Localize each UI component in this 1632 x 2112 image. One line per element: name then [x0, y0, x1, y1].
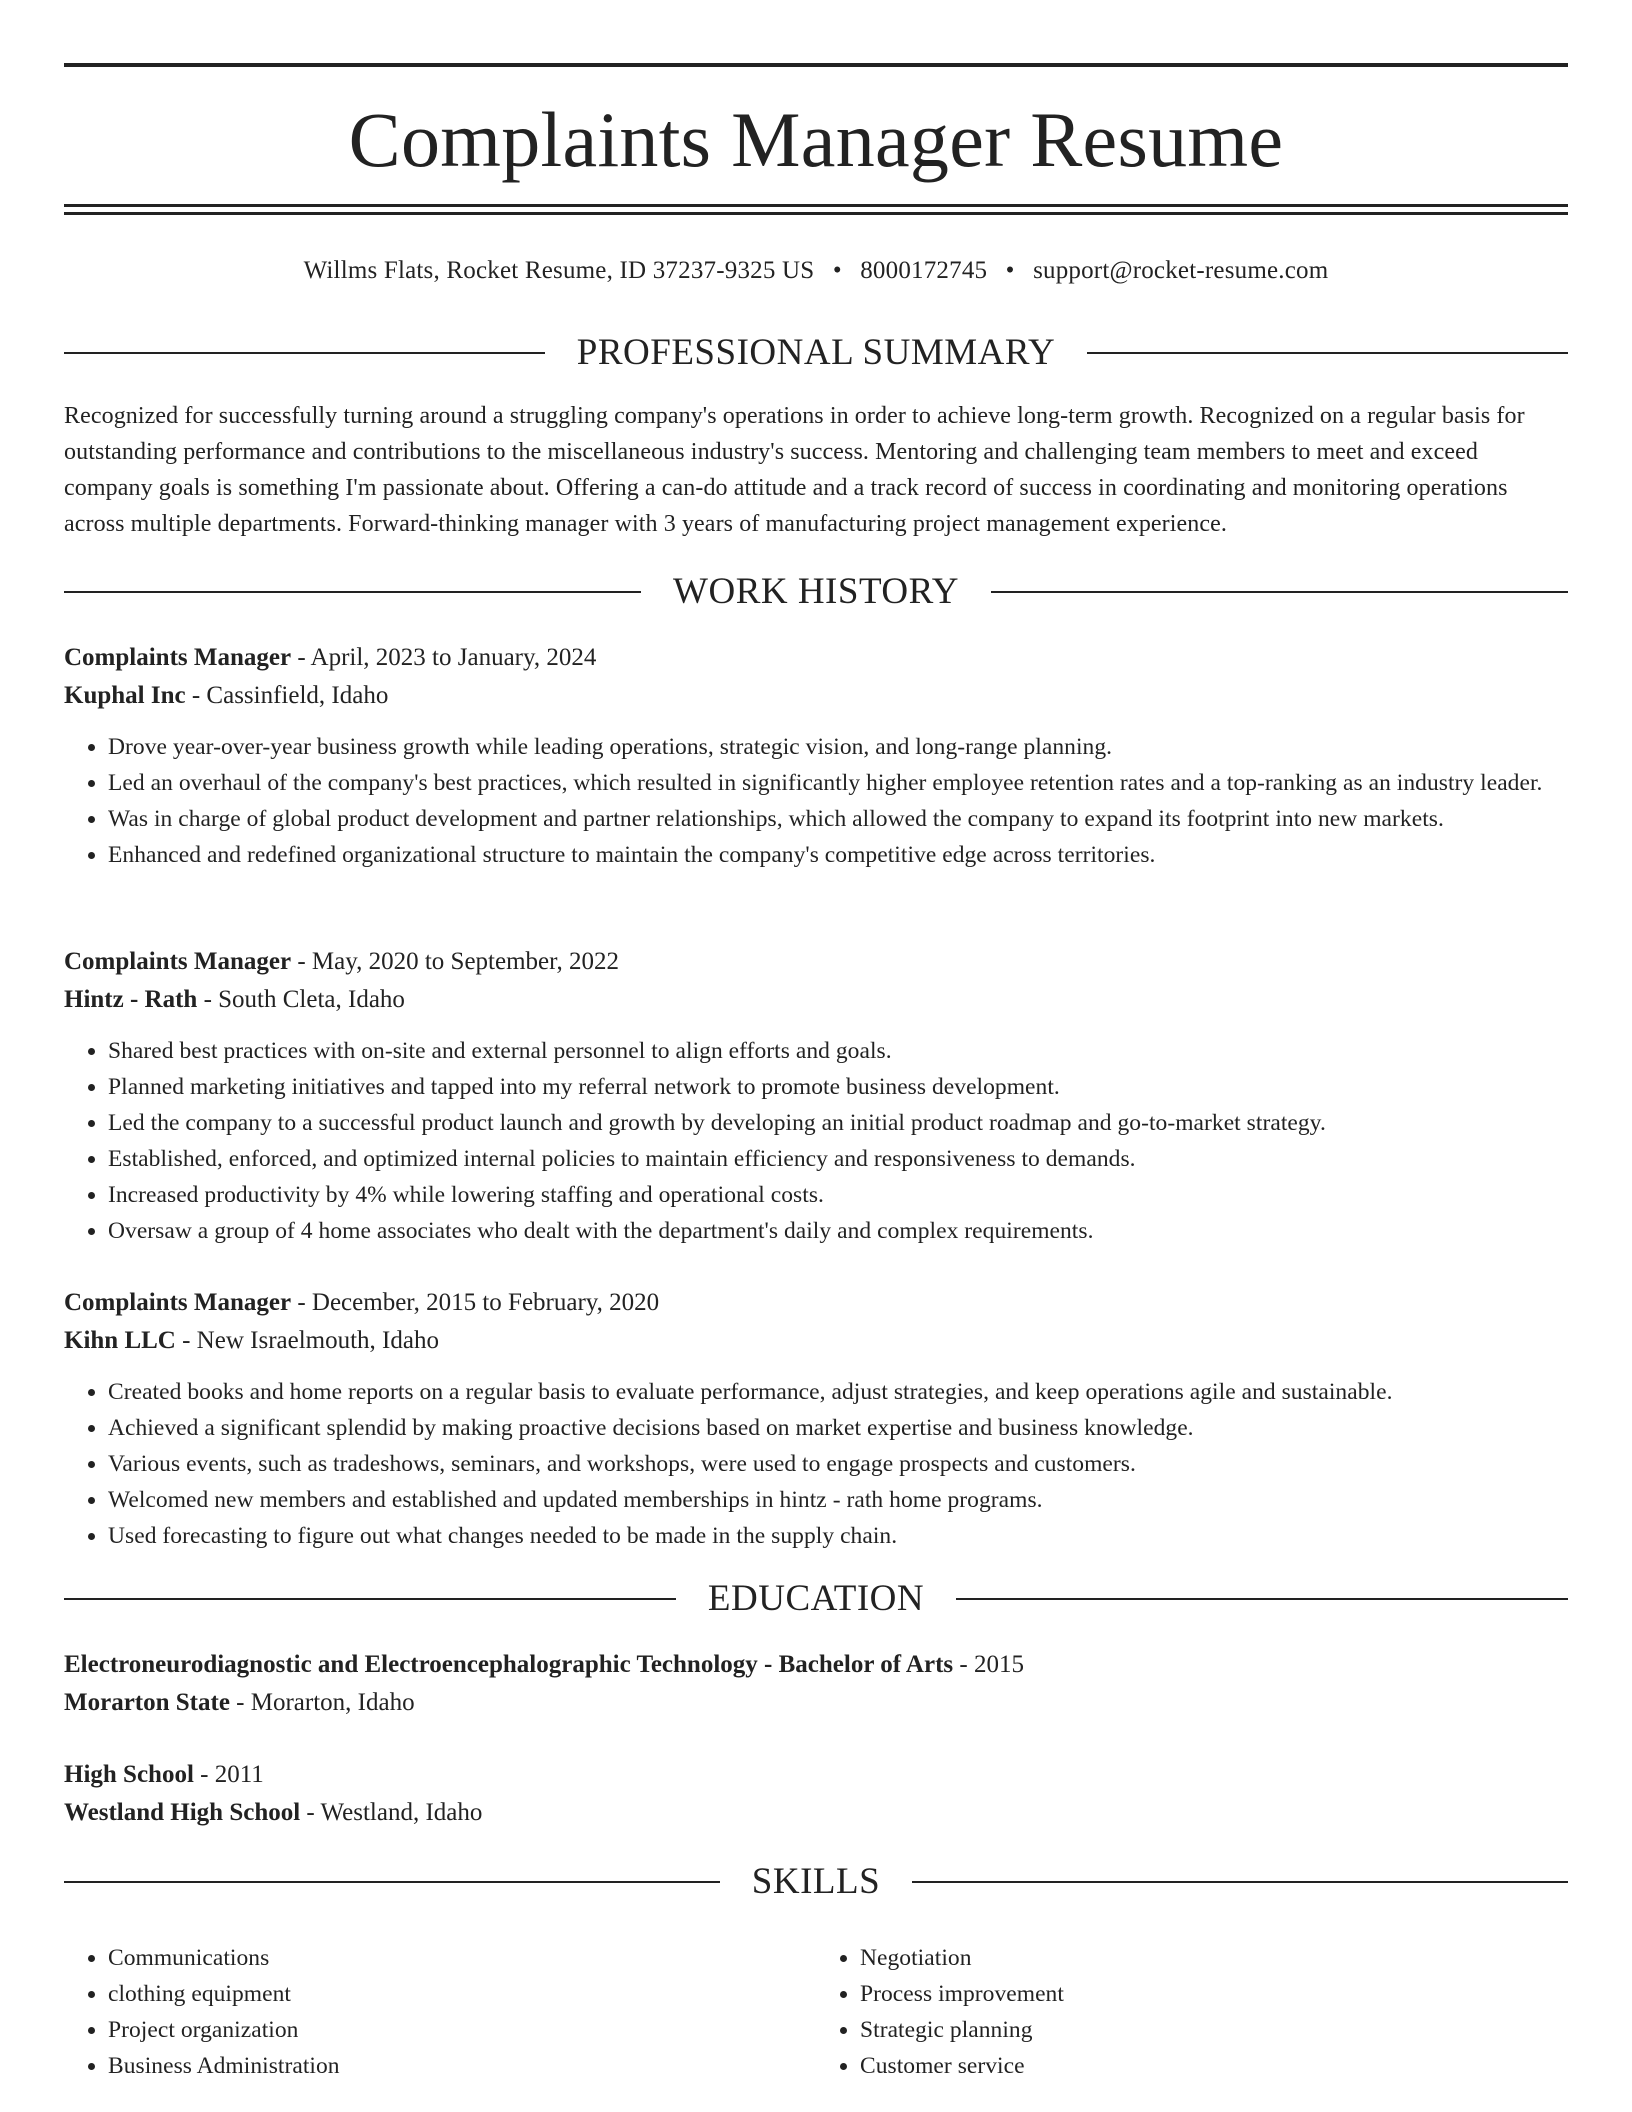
divider — [991, 591, 1568, 593]
contact-phone: 8000172745 — [860, 257, 988, 284]
job-entry — [64, 639, 1568, 873]
degree-row — [64, 1646, 1568, 1684]
school-row — [64, 1794, 1568, 1832]
job-location: - South Cleta, Idaho — [197, 986, 405, 1013]
job-dates: - December, 2015 to February, 2020 — [291, 1289, 660, 1316]
contact-line — [0, 255, 1632, 287]
job-title-row — [64, 943, 1568, 981]
list-item: • Increased productivity by 4% while lowering staffing and operational costs. — [108, 1177, 1568, 1213]
skills-column-left — [64, 1940, 816, 2084]
section-title: EDUCATION — [707, 1578, 925, 1619]
skill-item: • Communications — [108, 1940, 816, 1976]
section-header-education — [64, 1577, 1568, 1621]
section-header-summary — [64, 331, 1568, 375]
skill-item: • Business Administration — [108, 2048, 816, 2084]
section-title: WORK HISTORY — [673, 571, 959, 612]
section-header-work — [64, 570, 1568, 614]
divider — [912, 1881, 1568, 1883]
list-item: • Created books and home reports on a regular basis to evaluate performance, adjust strategies, and keep operations agile and sustainable. — [108, 1374, 1568, 1410]
list-item: • Planned marketing initiatives and tapped into my referral network to promote business development. — [108, 1069, 1568, 1105]
skill-item: • Customer service — [860, 2048, 1568, 2084]
title-double-rule — [64, 204, 1568, 215]
job-company: Kuphal Inc — [64, 682, 186, 709]
job-dates: - April, 2023 to January, 2024 — [291, 644, 597, 671]
job-title-row — [64, 1284, 1568, 1322]
divider — [64, 591, 641, 593]
list-item: • Led the company to a successful product launch and growth by developing an initial product roadmap and go-to-market strategy. — [108, 1105, 1568, 1141]
job-title-row — [64, 639, 1568, 677]
job-entry — [64, 1284, 1568, 1554]
section-header-skills — [64, 1860, 1568, 1904]
job-title: Complaints Manager — [64, 1289, 292, 1316]
list-item: • Was in charge of global product development and partner relationships, which allowed the company to expand its footprint into new markets. — [108, 801, 1568, 837]
job-company: Hintz - Rath — [64, 986, 198, 1013]
degree-row — [64, 1756, 1568, 1794]
divider — [64, 1881, 720, 1883]
job-company-row — [64, 677, 1568, 715]
divider — [64, 1598, 676, 1600]
list-item: • Various events, such as tradeshows, seminars, and workshops, were used to engage prospects and customers. — [108, 1446, 1568, 1482]
divider — [956, 1598, 1568, 1600]
school-location: - Morarton, Idaho — [229, 1689, 415, 1716]
job-bullets — [64, 729, 1568, 873]
job-location: - Cassinfield, Idaho — [185, 682, 389, 709]
top-rule — [64, 63, 1568, 67]
divider — [1087, 352, 1568, 354]
skill-item: • clothing equipment — [108, 1976, 816, 2012]
skill-item: • Process improvement — [860, 1976, 1568, 2012]
divider — [64, 352, 545, 354]
education-entry — [64, 1646, 1568, 1722]
section-title: SKILLS — [751, 1861, 881, 1902]
degree: High School — [64, 1761, 194, 1788]
school: Westland High School — [64, 1799, 301, 1826]
section-title: PROFESSIONAL SUMMARY — [576, 332, 1056, 373]
summary-text: Recognized for successfully turning around a struggling company's operations in order to achieve long-term growth. Recognized on a regular basis for outstanding performance and contributions to the miscellaneous industry's success. Mentoring and challenging team members to meet and exceed company goals is something I'm passionate about. Offering a can-do attitude and a track record of success in coordinating and monitoring operations across multiple departments. Forward-thinking manager with 3 years of manufacturing project management experience. — [64, 403, 1525, 537]
school: Morarton State — [64, 1689, 230, 1716]
skills-list — [64, 1940, 1568, 2084]
contact-separator: • — [1005, 257, 1015, 284]
contact-separator: • — [832, 257, 842, 284]
list-item: • Enhanced and redefined organizational structure to maintain the company's competitive edge across territories. — [108, 837, 1568, 873]
list-item: • Oversaw a group of 4 home associates who dealt with the department's daily and complex requirements. — [108, 1213, 1568, 1249]
job-company-row — [64, 981, 1568, 1019]
skill-item: • Project organization — [108, 2012, 816, 2048]
contact-address: Willms Flats, Rocket Resume, ID 37237-9325 US — [303, 257, 815, 284]
job-bullets — [64, 1033, 1568, 1249]
job-bullets — [64, 1374, 1568, 1554]
list-item: • Established, enforced, and optimized internal policies to maintain efficiency and responsiveness to demands. — [108, 1141, 1568, 1177]
job-entry — [64, 943, 1568, 1249]
degree: Electroneurodiagnostic and Electroencephalographic Technology - Bachelor of Arts — [64, 1651, 954, 1678]
title-block — [64, 63, 1568, 215]
job-dates: - May, 2020 to September, 2022 — [291, 948, 619, 975]
job-location: - New Israelmouth, Idaho — [175, 1327, 439, 1354]
graduation-year: - 2011 — [193, 1761, 264, 1788]
list-item: • Used forecasting to figure out what changes needed to be made in the supply chain. — [108, 1518, 1568, 1554]
contact-email: support@rocket-resume.com — [1033, 257, 1329, 284]
education-entry — [64, 1756, 1568, 1832]
job-title: Complaints Manager — [64, 644, 292, 671]
list-item: • Drove year-over-year business growth while leading operations, strategic vision, and long-range planning. — [108, 729, 1568, 765]
skill-item: • Strategic planning — [860, 2012, 1568, 2048]
graduation-year: - 2015 — [953, 1651, 1024, 1678]
list-item: • Led an overhaul of the company's best practices, which resulted in significantly higher employee retention rates and a top-ranking as an industry leader. — [108, 765, 1568, 801]
job-company: Kihn LLC — [64, 1327, 176, 1354]
resume-title: Complaints Manager Resume — [348, 96, 1284, 183]
school-row — [64, 1684, 1568, 1722]
list-item: • Welcomed new members and established and updated memberships in hintz - rath home programs. — [108, 1482, 1568, 1518]
school-location: - Westland, Idaho — [300, 1799, 483, 1826]
job-company-row — [64, 1322, 1568, 1360]
skill-item: • Negotiation — [860, 1940, 1568, 1976]
list-item: • Achieved a significant splendid by making proactive decisions based on market expertise and business knowledge. — [108, 1410, 1568, 1446]
list-item: • Shared best practices with on-site and external personnel to align efforts and goals. — [108, 1033, 1568, 1069]
skills-column-right — [816, 1940, 1568, 2084]
job-title: Complaints Manager — [64, 948, 292, 975]
